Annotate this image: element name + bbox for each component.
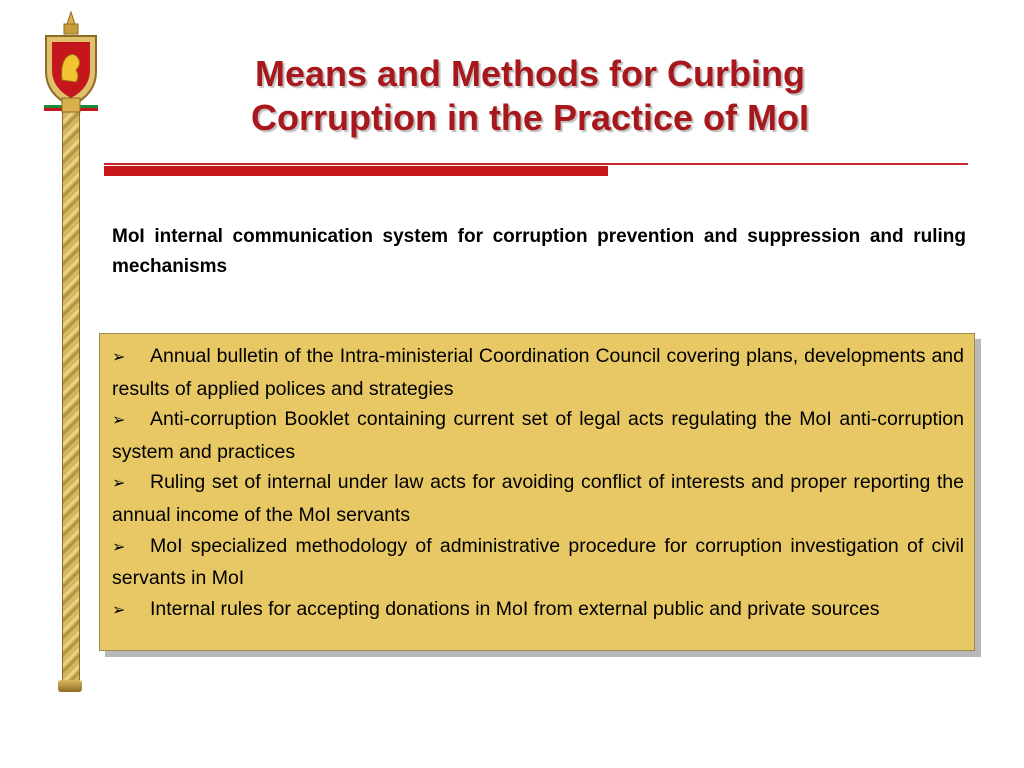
list-item <box>112 404 964 467</box>
list-item <box>112 531 964 594</box>
slide-title <box>130 52 930 140</box>
arrow-bullet-icon: ➢ <box>112 538 126 556</box>
arrow-bullet-icon: ➢ <box>112 601 126 619</box>
list-item <box>112 467 964 530</box>
arrow-bullet-icon: ➢ <box>112 412 126 430</box>
decorative-staff <box>62 100 80 688</box>
staff-base <box>58 680 82 692</box>
section-subtitle: MoI internal communication system for corruption prevention and suppression and ruling mechanisms <box>112 226 966 277</box>
title-line-1: Means and Methods for Curbing <box>254 53 805 94</box>
list-item-text: MoI specialized methodology of administrative procedure for corruption investigation of civil servants in MoI <box>112 534 964 590</box>
title-divider-thin <box>104 163 968 165</box>
coat-of-arms-emblem <box>36 10 106 122</box>
list-item-text: Ruling set of internal under law acts for avoiding conflict of interests and proper reporting the annual income of the MoI servants <box>112 471 964 526</box>
list-item <box>112 594 964 627</box>
content-box <box>99 333 975 651</box>
list-item-text: Internal rules for accepting donations in MoI from external public and private sources <box>150 597 880 620</box>
arrow-bullet-icon: ➢ <box>112 475 126 493</box>
arrow-bullet-icon: ➢ <box>112 349 126 366</box>
list-item-text: Anti-corruption Booklet containing current set of legal acts regulating the MoI anti-corruption system and practices <box>112 408 964 463</box>
list-item-text: Annual bulletin of the Intra-ministerial Coordination Council covering plans, developments and results of applied polices and strategies <box>112 345 964 400</box>
title-divider-thick <box>104 166 608 176</box>
title-line-2: Corruption in the Practice of MoI <box>250 97 810 138</box>
list-item <box>112 341 964 404</box>
